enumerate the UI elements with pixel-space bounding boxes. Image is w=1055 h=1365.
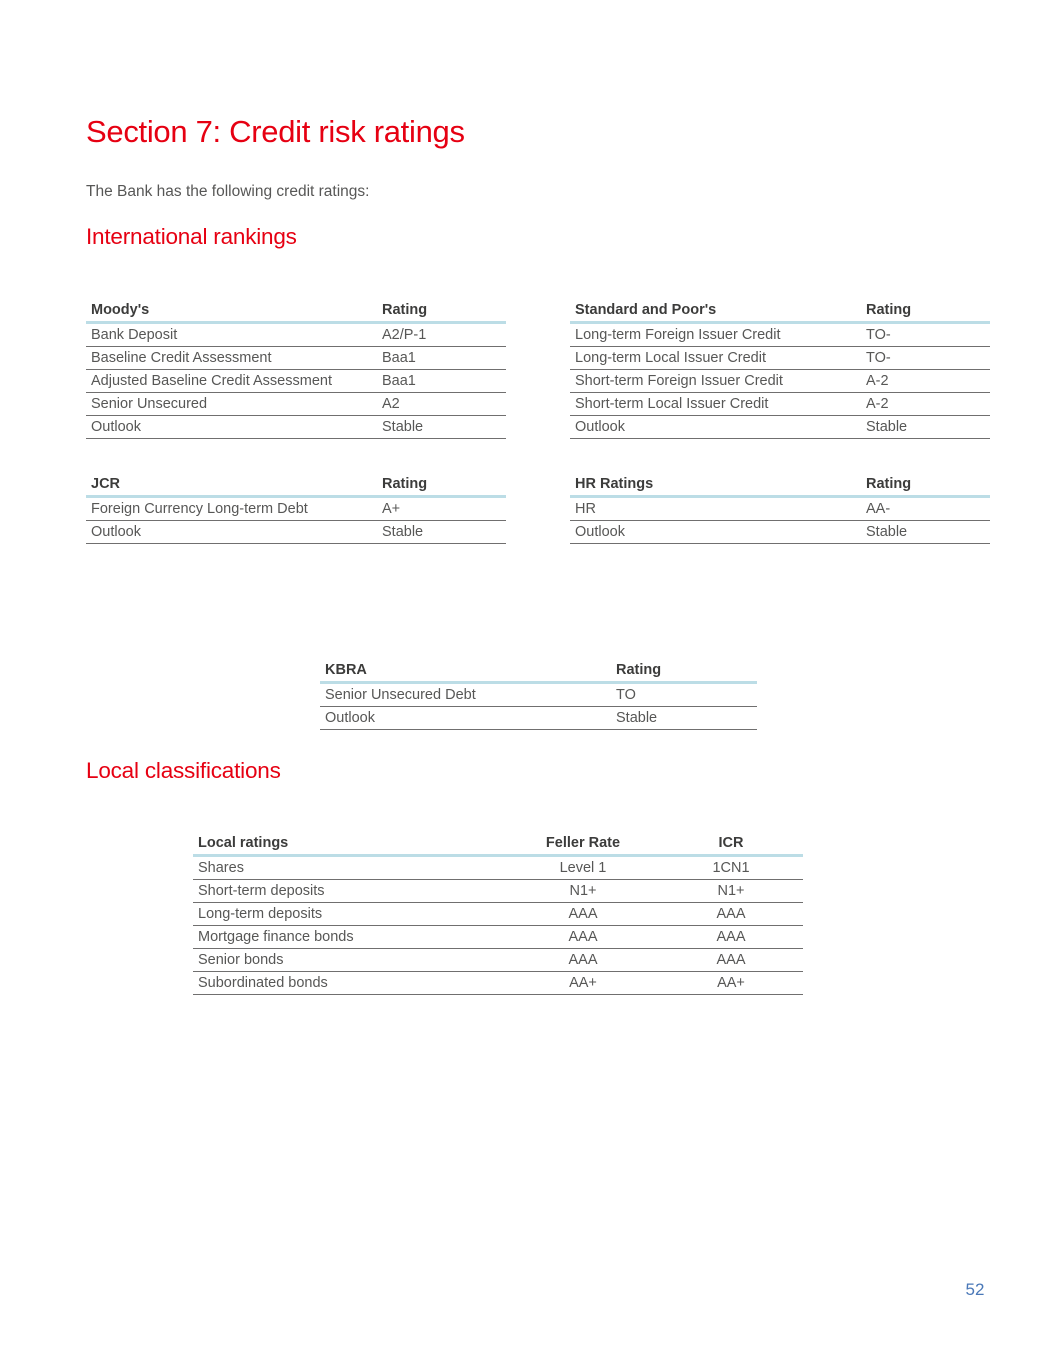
row-rating: TO xyxy=(616,687,636,703)
table-header-row xyxy=(570,477,990,498)
row-label: Senior Unsecured xyxy=(91,396,208,412)
row-rating: Stable xyxy=(382,419,424,435)
row-label: Mortgage finance bonds xyxy=(198,929,354,945)
row-icr: N1+ xyxy=(717,883,745,899)
row-rating: A+ xyxy=(382,501,401,517)
table-header-agency: KBRA xyxy=(325,662,367,678)
table-header-icr: ICR xyxy=(718,835,744,851)
row-feller-rate: N1+ xyxy=(569,883,597,899)
row-rating: AA- xyxy=(866,501,891,517)
table-row xyxy=(320,707,757,730)
table-header-row xyxy=(193,836,803,857)
row-label: Shares xyxy=(198,860,244,876)
hr-ratings-table xyxy=(570,477,990,544)
row-rating: Baa1 xyxy=(382,373,416,389)
row-rating: A-2 xyxy=(866,373,889,389)
row-label: Senior Unsecured Debt xyxy=(325,687,476,703)
row-label: Outlook xyxy=(575,524,625,540)
local-ratings-table xyxy=(193,836,803,995)
row-label: Outlook xyxy=(325,710,375,726)
row-label: Outlook xyxy=(575,419,625,435)
row-label: HR xyxy=(575,501,596,517)
row-label: Long-term Foreign Issuer Credit xyxy=(575,327,781,343)
row-icr: AAA xyxy=(716,929,746,945)
page-title: Section 7: Credit risk ratings xyxy=(86,114,465,149)
table-header-row xyxy=(86,477,506,498)
table-header-rating: Rating xyxy=(382,476,428,492)
table-row xyxy=(570,347,990,370)
row-icr: AA+ xyxy=(717,975,745,991)
table-row xyxy=(193,903,803,926)
row-feller-rate: Level 1 xyxy=(559,860,607,876)
page-number: 52 xyxy=(965,1280,985,1299)
row-icr: 1CN1 xyxy=(712,860,750,876)
row-label: Long-term Local Issuer Credit xyxy=(575,350,766,366)
row-icr: AAA xyxy=(716,906,746,922)
table-row xyxy=(86,521,506,544)
jcr-ratings-table xyxy=(86,477,506,544)
section-heading-international: International rankings xyxy=(86,224,297,249)
row-label: Senior bonds xyxy=(198,952,284,968)
row-feller-rate: AAA xyxy=(568,929,598,945)
row-feller-rate: AA+ xyxy=(569,975,597,991)
row-label: Outlook xyxy=(91,419,141,435)
table-header-rating: Rating xyxy=(616,662,662,678)
table-row xyxy=(86,324,506,347)
table-row xyxy=(570,521,990,544)
table-header-row xyxy=(86,303,506,324)
table-row xyxy=(320,684,757,707)
row-label: Bank Deposit xyxy=(91,327,178,343)
table-header-row xyxy=(570,303,990,324)
row-feller-rate: AAA xyxy=(568,906,598,922)
table-row xyxy=(193,972,803,995)
intro-text: The Bank has the following credit ratings: xyxy=(86,183,370,200)
table-header-agency: JCR xyxy=(91,476,121,492)
section-heading-local: Local classifications xyxy=(86,758,281,783)
table-row xyxy=(570,498,990,521)
table-row xyxy=(86,370,506,393)
table-row xyxy=(86,498,506,521)
table-header-agency: HR Ratings xyxy=(575,476,654,492)
table-header-local-ratings: Local ratings xyxy=(198,835,289,851)
row-icr: AAA xyxy=(716,952,746,968)
row-rating: Stable xyxy=(616,710,658,726)
table-header-row xyxy=(320,663,757,684)
table-header-rating: Rating xyxy=(866,476,912,492)
row-label: Adjusted Baseline Credit Assessment xyxy=(91,373,332,389)
table-row xyxy=(86,347,506,370)
table-row xyxy=(193,880,803,903)
table-header-rating: Rating xyxy=(866,302,912,318)
table-row xyxy=(193,926,803,949)
table-header-agency: Standard and Poor's xyxy=(575,302,717,318)
table-row xyxy=(570,370,990,393)
row-feller-rate: AAA xyxy=(568,952,598,968)
row-rating: TO- xyxy=(866,350,891,366)
table-row xyxy=(570,416,990,439)
row-rating: Stable xyxy=(866,419,908,435)
row-label: Short-term Foreign Issuer Credit xyxy=(575,373,783,389)
row-label: Foreign Currency Long-term Debt xyxy=(91,501,308,517)
row-rating: Baa1 xyxy=(382,350,416,366)
row-label: Short-term deposits xyxy=(198,883,325,899)
table-row xyxy=(86,393,506,416)
row-label: Outlook xyxy=(91,524,141,540)
row-rating: TO- xyxy=(866,327,891,343)
kbra-ratings-table xyxy=(320,663,757,730)
table-row xyxy=(193,949,803,972)
table-header-rating: Rating xyxy=(382,302,428,318)
standard-and-poors-ratings-table xyxy=(570,303,990,439)
row-rating: A2 xyxy=(382,396,400,412)
row-rating: Stable xyxy=(866,524,908,540)
table-header-feller-rate: Feller Rate xyxy=(545,835,621,851)
row-rating: Stable xyxy=(382,524,424,540)
row-rating: A2/P-1 xyxy=(382,327,427,343)
row-label: Baseline Credit Assessment xyxy=(91,350,272,366)
table-header-agency: Moody's xyxy=(91,302,150,318)
table-row xyxy=(193,857,803,880)
row-rating: A-2 xyxy=(866,396,889,412)
row-label: Long-term deposits xyxy=(198,906,323,922)
moodys-ratings-table xyxy=(86,303,506,439)
table-row xyxy=(86,416,506,439)
row-label: Short-term Local Issuer Credit xyxy=(575,396,769,412)
table-row xyxy=(570,324,990,347)
row-label: Subordinated bonds xyxy=(198,975,328,991)
table-row xyxy=(570,393,990,416)
